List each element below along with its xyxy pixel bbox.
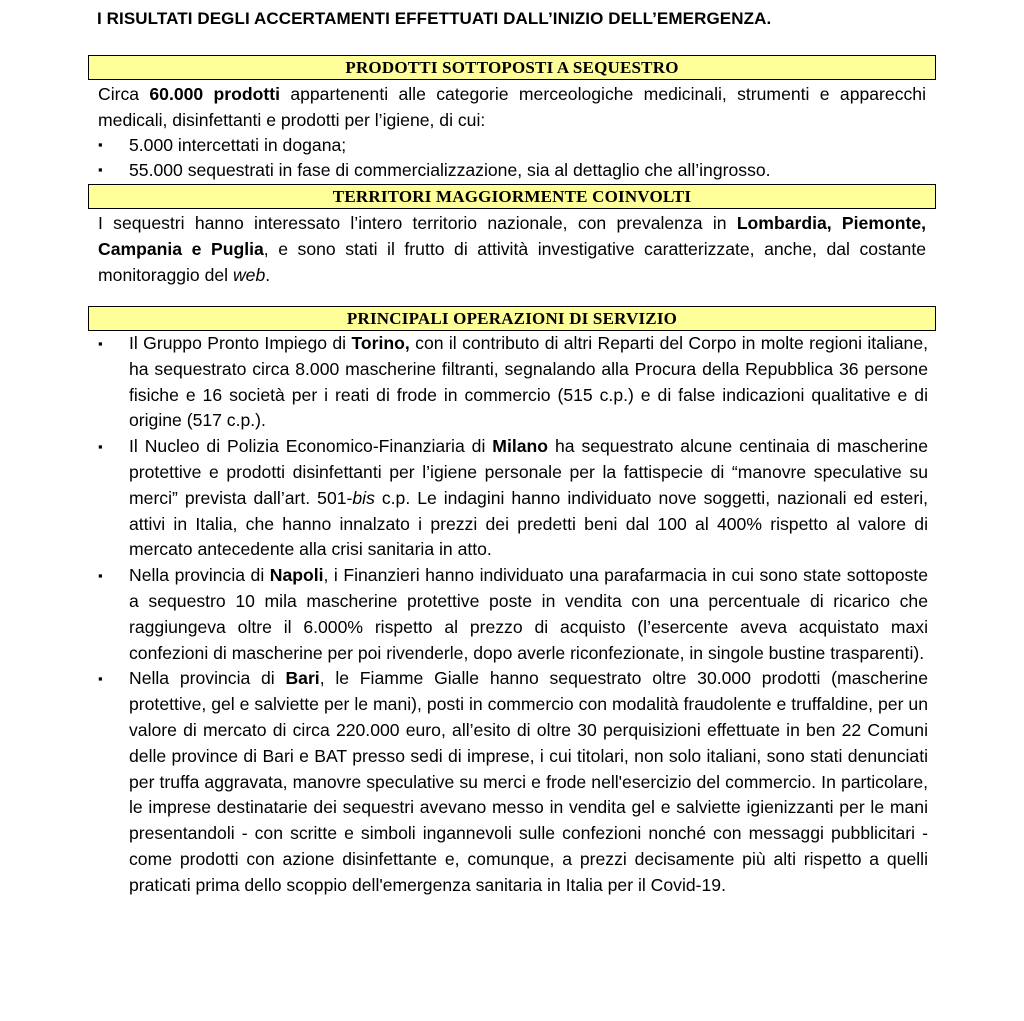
territories-paragraph xyxy=(98,211,926,288)
text-run: ha sequestrato alcune centinaia di mascherine protettive e prodotti disinfettanti per l’igiene personale per la fattispecie di “manovre speculative su merci” prevista dall’art. 501- xyxy=(129,436,928,508)
bullet-icon: ▪ xyxy=(98,439,103,455)
text-run: . xyxy=(265,264,271,285)
bullet-icon: ▪ xyxy=(98,161,103,177)
operation-item-torino xyxy=(98,331,928,434)
text-run: Nella provincia di xyxy=(129,668,286,689)
text-run: , i Finanzieri hanno individuato una parafarmacia in cui sono state sottoposte a sequestro 10 mila mascherine protettive poste in vendita con una percentuale di ricarico che raggiungeva oltre il 6.000% rispetto al prezzo di acquisto (l’esercente aveva acquistato maxi confezioni di mascherine per poi rivenderle, dopo averle riconfezionate, in singole bustine trasparenti). xyxy=(129,565,928,663)
bullet-icon: ▪ xyxy=(98,671,103,687)
section-header-territories: TERRITORI MAGGIORMENTE COINVOLTI xyxy=(88,184,936,209)
city-name: Bari xyxy=(285,668,320,689)
city-name: Milano xyxy=(492,436,549,457)
products-intro-paragraph xyxy=(98,82,926,134)
text-run: Circa xyxy=(98,84,150,104)
products-list xyxy=(98,133,928,183)
text-run: Nella provincia di xyxy=(129,565,270,586)
list-item xyxy=(98,133,928,158)
section-header-products: PRODOTTI SOTTOPOSTI A SEQUESTRO xyxy=(88,55,936,80)
text-run: con il contributo di altri Reparti del Corpo in molte regioni italiane, ha sequestrato circa 8.000 mascherine filtranti, segnalando alla Procura della Repubblica 36 persone fisiche e 16 società per i reati di frode in commercio (515 c.p.) e di false indicazioni qualitative e di origine (517 c.p.). xyxy=(129,333,929,431)
document-title: I RISULTATI DEGLI ACCERTAMENTI EFFETTUATI DALL’INIZIO DELL’EMERGENZA. xyxy=(97,9,772,28)
list-item-text: 5.000 intercettati in dogana; xyxy=(129,135,347,155)
text-run: I sequestri hanno interessato l’intero territorio nazionale, con prevalenza in xyxy=(98,213,737,233)
bullet-icon: ▪ xyxy=(98,137,103,152)
italic-bis: bis xyxy=(352,487,375,508)
operation-item-napoli xyxy=(98,563,928,666)
highlight-products-count: 60.000 prodotti xyxy=(149,84,280,104)
section-header-operations: PRINCIPALI OPERAZIONI DI SERVIZIO xyxy=(88,306,936,331)
text-run: c.p. Le indagini hanno individuato nove soggetti, nazionali ed esteri, attivi in Italia, che hanno innalzato i prezzi dei predetti beni dal 100 al 400% rispetto al valore di mercato antecedente alla crisi sanitaria in atto. xyxy=(129,487,928,560)
italic-web: web xyxy=(232,264,266,285)
operation-item-milano xyxy=(98,434,928,563)
list-item xyxy=(98,158,928,183)
bullet-icon: ▪ xyxy=(98,336,103,351)
text-run: appartenenti alle categorie merceologiche medicinali, strumenti e apparecchi medicali, disinfettanti e prodotti per l’igiene, di cui: xyxy=(98,84,926,130)
bullet-icon: ▪ xyxy=(98,568,103,584)
text-run: Il Gruppo Pronto Impiego di xyxy=(129,333,352,353)
highlight-regions: Lombardia, Piemonte, Campania e Puglia xyxy=(98,213,926,259)
text-run: , le Fiamme Gialle hanno sequestrato oltre 30.000 prodotti (mascherine protettive, gel e salviette per le mani), posti in commercio con modalità fraudolente e truffaldine, per un valore di mercato di circa 220.000 euro, all’esito di oltre 30 perquisizioni effettuate in ben 22 Comuni delle province di Bari e BAT presso sedi di imprese, i cui titolari, non solo italiani, sono stati denunciati per truffa aggravata, manovre speculative su merci e frode nell'esercizio del commercio. In particolare, le imprese destinatarie dei sequestri avevano messo in vendita gel e salviette igienizzanti per le mani presentandoli - con scritte e simboli ingannevoli sulle confezioni nonché con messaggi pubblicitari - come prodotti con azione disinfettante e, comunque, a prezzi decisamente più alti rispetto a quelli praticati prima dello scoppio dell'emergenza sanitaria in Italia per il Covid-19. xyxy=(129,668,928,895)
list-item-text: 55.000 sequestrati in fase di commercializzazione, sia al dettaglio che all’ingrosso. xyxy=(129,159,771,180)
text-run: Il Nucleo di Polizia Economico-Finanziaria di xyxy=(129,436,493,457)
city-name: Torino, xyxy=(351,333,410,353)
text-run: , e sono stati il frutto di attività investigative caratterizzate, anche, dal costante monitoraggio del xyxy=(98,238,927,285)
operations-list xyxy=(98,331,928,899)
operation-item-bari xyxy=(98,666,928,898)
city-name: Napoli xyxy=(269,565,324,586)
